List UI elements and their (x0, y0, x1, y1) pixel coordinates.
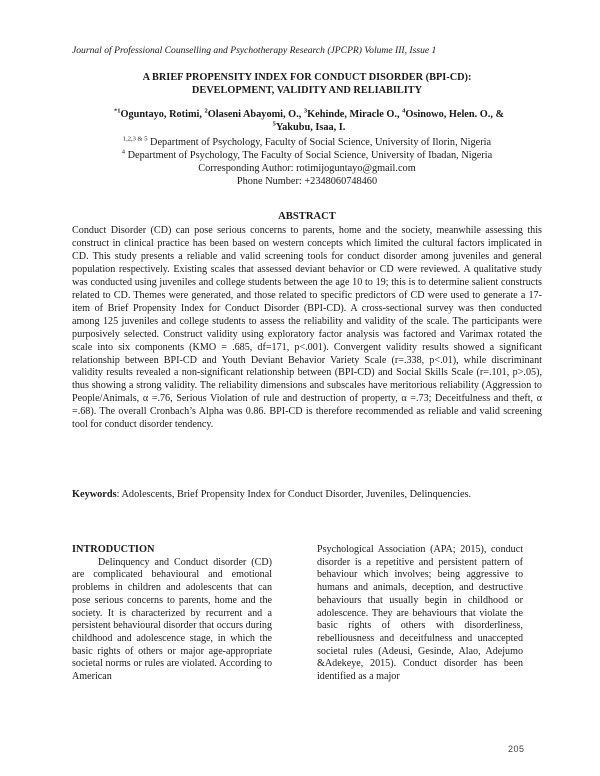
abstract-heading: ABSTRACT (278, 211, 336, 222)
affiliation-ilorin: $^{1,2,3 \& 5}$ Department of Psychology, Faculty of Social Science, University of Ilorin, Nigeria (122, 135, 492, 148)
intro-right-column (317, 544, 523, 684)
intro-left-column (72, 544, 272, 684)
author-list (78, 108, 540, 134)
abstract-body: Conduct Disorder (CD) can pose serious concerns to parents, home and the society, meanwhile assessing this construct in clinical practice has been based on western concepts which limited the cultural factors implicated in CD. This study presents a reliable and valid screening tools for conduct disorder among juveniles and general population respectively. Existing scales that assessed deviant behavior or CD were reviewed. A qualitative study was conducted using juveniles and college students between the age 10 to 19; this is to determine salient constructs related to CD. Themes were generated, and those related to specific predictors of CD were used to generate a 17-item of Brief Propensity Index for Conduct Disorder (BPI-CD). A cross-sectional survey was then conducted among 125 juveniles and college students to assess the reliability and validity of the scale. The participants were purposively selected. Construct validity using exploratory factor analysis was factored and Varimax rotated the scale into six components (KMO = .685, df=171, p<.001). Convergent validity results showed a significant relationship between BPI-CD and Youth Deviant Behavior Variety Scale (r=.338, p<.01), while discriminant validity results revealed a non-significant relationship between (BPI-CD) and Social Skills Scale (r=.101, p>.05), thus showing a strong validity. The reliability dimensions and subscales have meritorious reliability (Aggression to People/Animals, α =.76, Serious Violation of rule and destruction of property, α =.73; Deceitfulness and theft, α =.68). The overall Cronbach’s Alpha was 0.86. BPI-CD is therefore recommended as reliable and valid screening tool for conduct disorder tendency. (72, 225, 542, 431)
author-mark: *1 (113, 107, 121, 115)
keywords-line (72, 489, 552, 500)
author-mark: 4 (402, 107, 406, 115)
keywords-text: : Adolescents, Brief Propensity Index for Conduct Disorder, Juveniles, Delinquencies. (116, 489, 472, 500)
page-number: 205 (508, 744, 525, 754)
author-mark: 3 (303, 107, 308, 115)
author-name: Oguntayo, Rotimi, (120, 109, 205, 120)
paper-title-line1: A BRIEF PROPENSITY INDEX FOR CONDUCT DISORDER (BPI-CD): (142, 72, 472, 83)
author-mark: 5 (272, 120, 276, 128)
author-name: Kehinde, Miracle O., (307, 109, 403, 120)
intro-right-paragraph: Psychological Association (APA; 2015), conduct disorder is a repetitive and persistent pattern of behaviour which involves; being aggressive to humans and animals, deception, and destructive behaviours that usually begin in childhood or adolescence. They are behaviours that violate the basic rights of others with disorderliness, rebelliousness and deceitfulness and unaccepted societal rules (Adeusi, Gesinde, Alao, Adejumo &Adekeye, 2015). Conduct disorder has been identified as a major (317, 544, 523, 683)
paper-title-line2: DEVELOPMENT, VALIDITY AND RELIABILITY (191, 85, 423, 96)
intro-left-paragraph: Delinquency and Conduct disorder (CD) are complicated behavioural and emotional problems in children and adolescents that can pose serious concerns to parents, home and the society. It is characterized by recurrent and a persistent behavioural disorder that occurs during childhood and adolescence stage, in which the basic rights of others or major age-appropriate societal norms or rules are violated. According to American (72, 556, 272, 683)
phone-number: Phone Number: +2348060748460 (236, 176, 378, 187)
author-name: Osinowo, Helen. O., & (405, 109, 505, 120)
affiliation-mark: 4 (121, 148, 126, 156)
introduction-heading: INTRODUCTION (72, 544, 155, 555)
author-name: Olaseni Abayomi, O., (207, 109, 304, 120)
journal-header: Journal of Professional Counselling and Psychotherapy Research (JPCPR) Volume III, Issue 1 (72, 45, 437, 56)
affiliation-ibadan: $^4$ Department of Psychology, The Faculty of Social Science, University of Ibadan, Nigeria (121, 148, 493, 161)
affiliation-mark: 1,2,3 & 5 (122, 135, 148, 143)
author-name: Yakubu, Isaa, I. (275, 122, 346, 133)
author-mark: 2 (204, 107, 208, 115)
keywords-label: Keywords (72, 489, 117, 500)
corresponding-author: Corresponding Author: rotimijoguntayo@gmail.com (198, 163, 416, 174)
